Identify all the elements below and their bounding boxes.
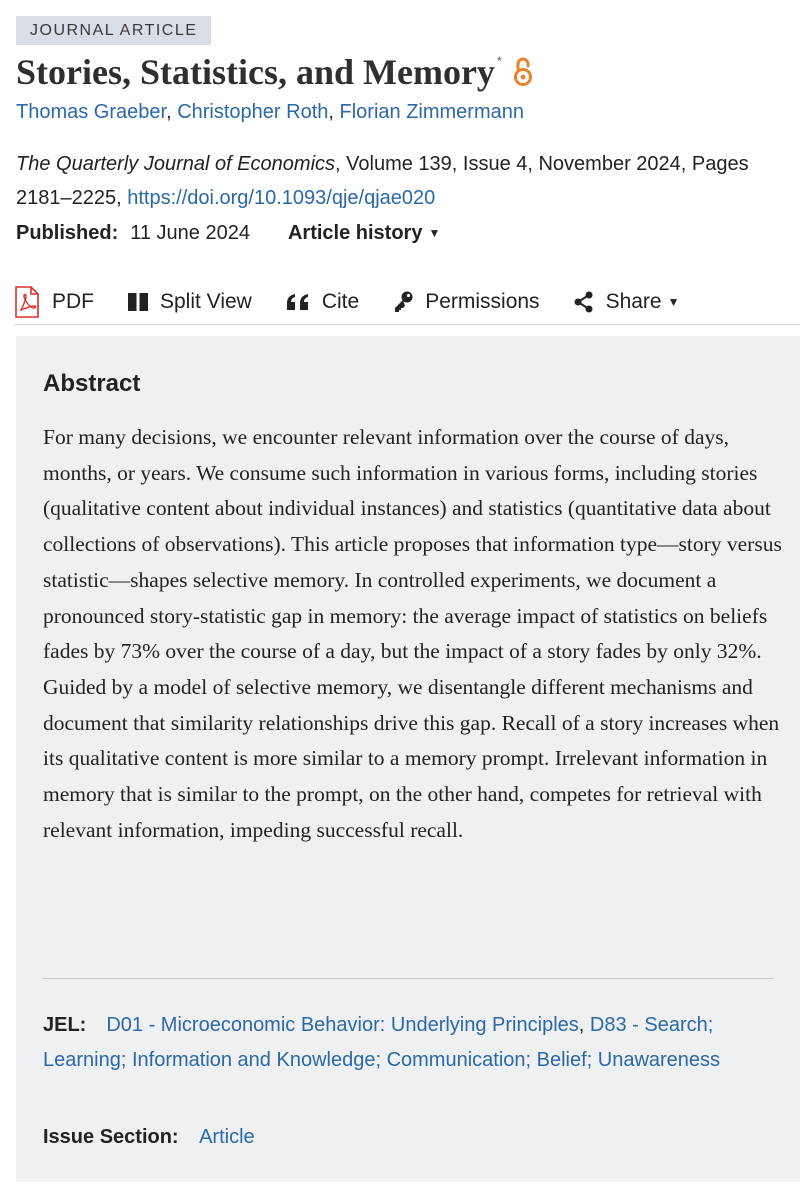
published-date: 11 June 2024: [130, 222, 250, 244]
title-row: [16, 50, 534, 94]
jel-label: JEL:: [43, 1014, 87, 1036]
article-title: Stories, Statistics, and Memory: [16, 52, 495, 92]
permissions-label: Permissions: [425, 290, 540, 313]
abstract-text: For many decisions, we encounter relevant information over the course of days, months, or years. We consume such information in various forms, including stories (qualitative content about individual instances) and statistics (quantitative data about collections of observations). This article proposes that information type—story versus statistic—shapes selective memory. In controlled experiments, we document a pronounced story-statistic gap in memory: the average impact of statistics on beliefs fades by 73% over the course of a day, but the impact of a story fades by only 32%. Guided by a model of selective memory, we disentangle different mechanisms and document that similarity relationships drive this gap. Recall of a story increases when its qualitative content is more similar to a memory prompt. Irrelevant information in memory that is similar to the prompt, on the other hand, competes for retrieval with relevant information, impeding successful recall.: [43, 425, 782, 842]
author-separator: ,: [166, 101, 178, 123]
journal-name: The Quarterly Journal of Economics: [16, 153, 336, 175]
permissions-button[interactable]: [393, 284, 539, 320]
pdf-icon: [14, 286, 40, 318]
split-view-label: Split View: [160, 290, 252, 313]
key-icon: [393, 291, 413, 313]
doi-link[interactable]: https://doi.org/10.1093/qje/qjae020: [127, 187, 436, 209]
issue-section: [43, 1122, 255, 1152]
share-label: Share: [605, 290, 662, 313]
jel-code-link[interactable]: D83 - Search; Learning; Information and Knowledge; Communication; Belief; Unawareness: [43, 1014, 721, 1071]
author-link[interactable]: Florian Zimmermann: [339, 101, 524, 123]
split-view-button[interactable]: [128, 284, 252, 320]
jel-code-link[interactable]: D01 - Microeconomic Behavior: Underlying Principles: [106, 1014, 579, 1036]
title-footnote-marker[interactable]: *: [496, 54, 502, 68]
share-icon: [574, 291, 594, 313]
caret-down-icon: ▼: [667, 295, 680, 309]
pdf-label: PDF: [52, 290, 94, 313]
share-dropdown[interactable]: [574, 284, 680, 320]
abstract-heading: Abstract: [43, 370, 141, 397]
author-link[interactable]: Christopher Roth: [177, 101, 329, 123]
citation-details: , Volume 139, Issue 4, November 2024, Pages 2181–2225,: [16, 153, 749, 209]
jel-codes: [43, 1008, 783, 1078]
divider: [43, 978, 773, 979]
cite-label: Cite: [321, 290, 360, 313]
author-separator: ,: [328, 101, 340, 123]
open-access-lock-icon: [512, 56, 534, 88]
split-view-icon: [128, 293, 148, 311]
article-history-label: Article history: [287, 222, 423, 244]
cite-button[interactable]: [286, 284, 359, 320]
article-type-tag: JOURNAL ARTICLE: [16, 16, 211, 45]
article-history-dropdown[interactable]: [288, 218, 440, 248]
article-toolbar: [14, 280, 800, 325]
issue-section-label: Issue Section:: [43, 1126, 179, 1148]
quote-icon: [286, 294, 310, 310]
author-list: [16, 98, 524, 126]
pdf-button[interactable]: [14, 284, 94, 320]
citation: [16, 147, 796, 215]
publication-row: [16, 218, 440, 248]
jel-separator: ,: [578, 1014, 590, 1036]
author-link[interactable]: Thomas Graeber: [16, 101, 167, 123]
issue-section-link[interactable]: Article: [199, 1126, 255, 1148]
caret-down-icon: ▼: [428, 226, 441, 240]
published-label: Published:: [16, 222, 119, 244]
abstract-section: [16, 336, 800, 1182]
